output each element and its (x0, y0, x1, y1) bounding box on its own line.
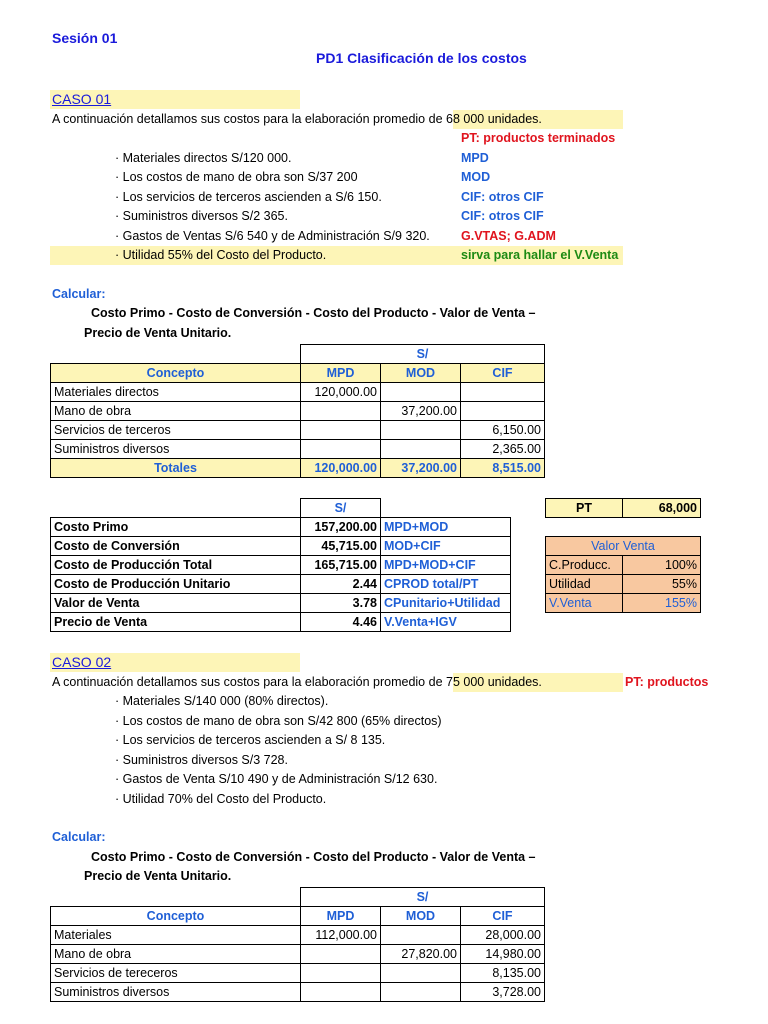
result-label: Costo de Conversión (51, 537, 301, 556)
result-row (51, 556, 511, 575)
case1-intro: A continuación detallamos sus costos para la elaboración promedio de 68 000 unidades. (52, 112, 542, 126)
row-value (461, 402, 545, 421)
row-value: 27,820.00 (381, 945, 461, 964)
result-formula: MPD+MOD (381, 518, 511, 537)
header-concepto: Concepto (51, 907, 301, 926)
page-title: PD1 Clasificación de los costos (316, 50, 527, 66)
valor-venta-value: 55% (623, 575, 701, 594)
header-mod: MOD (381, 907, 461, 926)
result-label: Costo de Producción Total (51, 556, 301, 575)
valor-venta-value: 100% (623, 556, 701, 575)
row-value: 120,000.00 (301, 383, 381, 402)
row-value: 6,150.00 (461, 421, 545, 440)
row-value (381, 383, 461, 402)
pt-value: 68,000 (623, 499, 701, 518)
case1-pt-note: PT: productos terminados (461, 131, 616, 145)
pt-box (545, 498, 701, 518)
table-row (51, 983, 545, 1002)
result-label: Costo Primo (51, 518, 301, 537)
case1-calc-label: Calcular: (52, 287, 106, 301)
table-row (51, 945, 545, 964)
case1-calc-line1: Costo Primo - Costo de Conversión - Costo del Producto - Valor de Venta – (91, 306, 536, 320)
result-row (51, 613, 511, 632)
result-row (51, 594, 511, 613)
case2-item: · Materiales S/140 000 (80% directos). (115, 694, 329, 708)
result-row (51, 518, 511, 537)
case1-item: · Materiales directos S/120 000. (115, 151, 292, 165)
case1-item-tag: sirva para hallar el V.Venta (461, 248, 619, 262)
totals-cif: 8,515.00 (461, 459, 545, 478)
row-value: 8,135.00 (461, 964, 545, 983)
result-label: Valor de Venta (51, 594, 301, 613)
row-value (381, 983, 461, 1002)
case1-item: · Los costos de mano de obra son S/37 200 (115, 170, 358, 184)
header-concepto: Concepto (51, 364, 301, 383)
valor-venta-value: 155% (623, 594, 701, 613)
row-value (381, 926, 461, 945)
table-row (51, 964, 545, 983)
totals-mpd: 120,000.00 (301, 459, 381, 478)
case1-item-tag: CIF: otros CIF (461, 209, 544, 223)
row-concept: Servicios de terceros (51, 421, 301, 440)
row-value (301, 440, 381, 459)
case2-intro: A continuación detallamos sus costos para la elaboración promedio de 75 000 unidades. (52, 675, 542, 689)
case1-item-tag: MOD (461, 170, 491, 184)
result-formula: MPD+MOD+CIF (381, 556, 511, 575)
totals-label: Totales (51, 459, 301, 478)
case2-item: · Los costos de mano de obra son S/42 800 (65% directos) (115, 714, 442, 728)
totals-mod: 37,200.00 (381, 459, 461, 478)
row-value (381, 440, 461, 459)
table-row (51, 421, 545, 440)
row-value (301, 983, 381, 1002)
case1-calc-line2: Precio de Venta Unitario. (84, 326, 232, 340)
case2-pt-note: PT: productos (625, 675, 709, 689)
case1-item-tag: G.VTAS; G.ADM (461, 229, 556, 243)
case1-item-tag: MPD (461, 151, 489, 165)
case1-table-currency: S/ (301, 345, 545, 364)
result-formula: CPROD total/PT (381, 575, 511, 594)
case1-cost-table (50, 344, 545, 478)
case1-item-tag: CIF: otros CIF (461, 190, 544, 204)
valor-venta-row (546, 556, 701, 575)
case1-totals-row (51, 459, 545, 478)
result-label: Costo de Producción Unitario (51, 575, 301, 594)
valor-venta-table (545, 536, 701, 613)
row-value: 14,980.00 (461, 945, 545, 964)
result-row (51, 575, 511, 594)
result-value: 157,200.00 (301, 518, 381, 537)
case2-calc-label: Calcular: (52, 830, 106, 844)
valor-venta-row (546, 594, 701, 613)
case1-item: · Suministros diversos S/2 365. (115, 209, 288, 223)
valor-venta-title: Valor Venta (546, 537, 701, 556)
result-formula: V.Venta+IGV (381, 613, 511, 632)
case1-item: · Los servicios de terceros ascienden a S/6 150. (115, 190, 382, 204)
case2-calc-line1: Costo Primo - Costo de Conversión - Costo del Producto - Valor de Venta – (91, 850, 536, 864)
case2-item: · Suministros diversos S/3 728. (115, 753, 288, 767)
row-value: 3,728.00 (461, 983, 545, 1002)
row-concept: Mano de obra (51, 402, 301, 421)
case1-results-table (50, 498, 511, 632)
table-row (51, 440, 545, 459)
case1-heading: CASO 01 (52, 91, 112, 107)
case2-heading: CASO 02 (52, 654, 112, 670)
valor-venta-label: V.Venta (546, 594, 623, 613)
result-value: 3.78 (301, 594, 381, 613)
case2-cost-table (50, 887, 545, 1002)
result-value: 45,715.00 (301, 537, 381, 556)
case2-table-currency: S/ (301, 888, 545, 907)
header-cif: CIF (461, 364, 545, 383)
header-mpd: MPD (301, 364, 381, 383)
header-mpd: MPD (301, 907, 381, 926)
row-concept: Mano de obra (51, 945, 301, 964)
case2-item: · Los servicios de terceros ascienden a S/ 8 135. (115, 733, 386, 747)
row-concept: Suministros diversos (51, 440, 301, 459)
case2-item: · Utilidad 70% del Costo del Producto. (115, 792, 327, 806)
row-concept: Servicios de tereceros (51, 964, 301, 983)
case2-calc-line2: Precio de Venta Unitario. (84, 869, 232, 883)
row-value: 28,000.00 (461, 926, 545, 945)
row-value (301, 964, 381, 983)
row-concept: Materiales directos (51, 383, 301, 402)
row-value (381, 421, 461, 440)
valor-venta-label: C.Producc. (546, 556, 623, 575)
row-value (301, 402, 381, 421)
case1-item: · Utilidad 55% del Costo del Producto. (115, 248, 327, 262)
result-formula: CPunitario+Utilidad (381, 594, 511, 613)
pt-label: PT (546, 499, 623, 518)
valor-venta-row (546, 575, 701, 594)
row-value (301, 421, 381, 440)
row-value (381, 964, 461, 983)
table-row (51, 383, 545, 402)
result-row (51, 537, 511, 556)
result-value: 165,715.00 (301, 556, 381, 575)
valor-venta-label: Utilidad (546, 575, 623, 594)
row-value (461, 383, 545, 402)
case2-item: · Gastos de Venta S/10 490 y de Administración S/12 630. (115, 772, 438, 786)
case1-item: · Gastos de Ventas S/6 540 y de Administración S/9 320. (115, 229, 430, 243)
result-label: Precio de Venta (51, 613, 301, 632)
header-mod: MOD (381, 364, 461, 383)
results-currency: S/ (301, 499, 381, 518)
table-row (51, 402, 545, 421)
table-row (51, 926, 545, 945)
row-value: 2,365.00 (461, 440, 545, 459)
result-value: 4.46 (301, 613, 381, 632)
row-concept: Materiales (51, 926, 301, 945)
row-value (301, 945, 381, 964)
result-formula: MOD+CIF (381, 537, 511, 556)
row-value: 112,000.00 (301, 926, 381, 945)
row-concept: Suministros diversos (51, 983, 301, 1002)
row-value: 37,200.00 (381, 402, 461, 421)
header-cif: CIF (461, 907, 545, 926)
result-value: 2.44 (301, 575, 381, 594)
session-label: Sesión 01 (52, 30, 118, 46)
